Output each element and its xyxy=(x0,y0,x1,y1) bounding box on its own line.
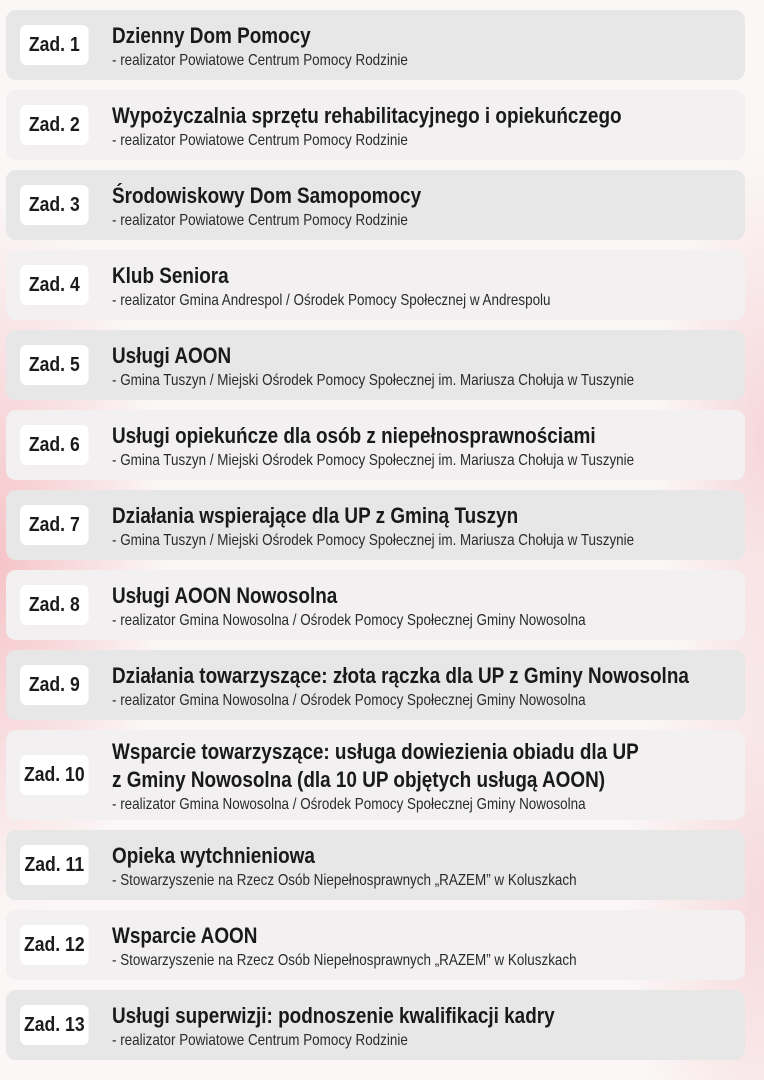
task-number-badge: Zad. 8 xyxy=(20,585,89,625)
task-row-8 xyxy=(6,570,745,640)
task-title: Usługi AOON Nowosolna xyxy=(112,583,338,608)
task-number-badge: Zad. 10 xyxy=(20,755,89,795)
task-title: Usługi opiekuńcze dla osób z niepełnosprawnościami xyxy=(112,423,596,448)
task-row-13 xyxy=(6,990,745,1060)
task-row-10 xyxy=(6,730,745,820)
task-number-badge: Zad. 9 xyxy=(20,665,89,705)
task-row-9 xyxy=(6,650,745,720)
task-title: Działania wspierające dla UP z Gminą Tuszyn xyxy=(112,503,519,528)
task-number-badge: Zad. 13 xyxy=(20,1005,89,1045)
task-row-3 xyxy=(6,170,745,240)
task-implementer: - realizator Gmina Nowosolna / Ośrodek Pomocy Społecznej Gminy Nowosolna xyxy=(112,692,586,709)
task-row-4 xyxy=(6,250,745,320)
task-implementer: - realizator Powiatowe Centrum Pomocy Rodzinie xyxy=(112,52,408,69)
task-implementer: - Stowarzyszenie na Rzecz Osób Niepełnosprawnych „RAZEM” w Koluszkach xyxy=(112,872,577,889)
task-number-badge: Zad. 6 xyxy=(20,425,89,465)
task-row-5 xyxy=(6,330,745,400)
task-implementer: - realizator Gmina Nowosolna / Ośrodek Pomocy Społecznej Gminy Nowosolna xyxy=(112,612,586,629)
task-title: Usługi AOON xyxy=(112,343,232,368)
task-implementer: - realizator Powiatowe Centrum Pomocy Rodzinie xyxy=(112,212,408,229)
task-title: Dzienny Dom Pomocy xyxy=(112,23,311,48)
task-number-badge: Zad. 3 xyxy=(20,185,89,225)
task-title: Klub Seniora xyxy=(112,263,229,288)
task-number-badge: Zad. 7 xyxy=(20,505,89,545)
task-implementer: - Gmina Tuszyn / Miejski Ośrodek Pomocy Społecznej im. Mariusza Chołuja w Tuszynie xyxy=(112,532,635,549)
task-number-badge: Zad. 4 xyxy=(20,265,89,305)
task-row-7 xyxy=(6,490,745,560)
task-number-badge: Zad. 11 xyxy=(20,845,89,885)
task-implementer: - realizator Gmina Andrespol / Ośrodek Pomocy Społecznej w Andrespolu xyxy=(112,292,551,309)
task-title: Wsparcie towarzyszące: usługa dowiezienia obiadu dla UP xyxy=(112,739,639,764)
task-implementer: - realizator Gmina Nowosolna / Ośrodek Pomocy Społecznej Gminy Nowosolna xyxy=(112,796,586,813)
task-number-badge: Zad. 5 xyxy=(20,345,89,385)
task-implementer: - Gmina Tuszyn / Miejski Ośrodek Pomocy Społecznej im. Mariusza Chołuja w Tuszynie xyxy=(112,372,635,389)
task-row-11 xyxy=(6,830,745,900)
task-row-6 xyxy=(6,410,745,480)
task-row-2 xyxy=(6,90,745,160)
task-title: Opieka wytchnieniowa xyxy=(112,843,315,868)
task-title: Środowiskowy Dom Samopomocy xyxy=(112,183,422,208)
task-title-line-2: z Gminy Nowosolna (dla 10 UP objętych usługą AOON) xyxy=(112,767,606,792)
task-title: Działania towarzyszące: złota rączka dla UP z Gminy Nowosolna xyxy=(112,663,689,688)
task-title: Wypożyczalnia sprzętu rehabilitacyjnego i opiekuńczego xyxy=(112,103,622,128)
task-row-12 xyxy=(6,910,745,980)
task-number-badge: Zad. 2 xyxy=(20,105,89,145)
task-implementer: - Gmina Tuszyn / Miejski Ośrodek Pomocy Społecznej im. Mariusza Chołuja w Tuszynie xyxy=(112,452,635,469)
task-number-badge: Zad. 12 xyxy=(20,925,89,965)
task-title: Usługi superwizji: podnoszenie kwalifikacji kadry xyxy=(112,1003,555,1028)
task-implementer: - Stowarzyszenie na Rzecz Osób Niepełnosprawnych „RAZEM” w Koluszkach xyxy=(112,952,577,969)
task-row-1 xyxy=(6,10,745,80)
task-title: Wsparcie AOON xyxy=(112,923,258,948)
task-implementer: - realizator Powiatowe Centrum Pomocy Rodzinie xyxy=(112,132,408,149)
task-implementer: - realizator Powiatowe Centrum Pomocy Rodzinie xyxy=(112,1032,408,1049)
task-number-badge: Zad. 1 xyxy=(20,25,89,65)
